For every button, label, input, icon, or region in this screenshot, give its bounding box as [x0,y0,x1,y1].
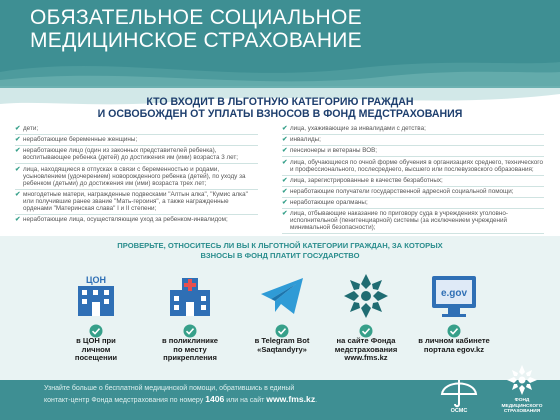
list-item [15,147,258,164]
list-item-text: многодетные матери, награжденные подвесками "Алтын алка", "Кумис алка" или получившие ранее звание "Мать-героиня", а также награжденные орденами "Материнская слава" I и II степени; [23,190,248,212]
list-item-text: неработающие получатели государственной адресной социальной помощи; [290,187,514,195]
benefit-list-left [15,125,258,226]
label-line: на сайте Фонда [336,336,396,345]
channel-fund-site-label [322,337,410,363]
clinic-icon [166,272,214,320]
list-item [282,147,544,157]
label-line: медстрахования [334,344,398,354]
section-heading [60,97,500,120]
header [0,0,560,90]
list-item-text: лица, зарегистрированные в качестве безработных; [290,176,443,184]
list-item [282,188,544,198]
section-heading-line-2: И ОСВОБОЖДЕН ОТ УПЛАТЫ ВЗНОСОВ В ФОНД МЕДСТРАХОВАНИЯ [97,107,463,120]
footer-line-2 [44,394,374,406]
list-item-text: неработающее лицо (один из законных представителей ребенка), воспитывающее ребенка (детей) до достижения им (ими) возраста 3 лет; [23,147,239,162]
egov-icon-text: e.gov [440,288,468,299]
egov-icon [430,272,478,320]
fund-emblem-icon [494,363,550,397]
list-item-text: лица, отбывающие наказание по приговору суда в учреждениях уголовно-исполнительной (пенитенциарной) системы (за исключением учреждений минимальной безопасности); [290,210,508,232]
footer-line-1: Узнайте больше о бесплатной медицинской помощи, обратившись в единый [44,385,295,392]
checkmark-icon: ✔ [282,176,288,184]
band-title-line-1: ПРОВЕРЬТЕ, ОТНОСИТЕСЬ ЛИ ВЫ К ЛЬГОТНОЙ КАТЕГОРИИ ГРАЖДАН, ЗА КОТОРЫХ [117,241,443,250]
osms-logo-text: ОСМС [450,408,468,414]
label-line: в Telegram Bot [254,336,310,345]
page-title [30,6,362,52]
list-item [282,210,544,234]
channel-egov-label [410,337,498,354]
list-item [15,166,258,190]
list-item-text: неработающие беременные женщины; [23,136,138,144]
logo-text-line: ФОНД [514,398,530,403]
umbrella-logo-icon [438,372,480,408]
list-item [282,177,544,187]
list-item [282,136,544,146]
logo-text-line: СТРАХОВАНИЯ [503,409,541,415]
footer-text-part: контакт-центр Фонда медстрахования по номеру [44,397,206,404]
list-item-text: лица, ухаживающие за инвалидами с детства; [290,125,426,132]
section-heading-line-1: КТО ВХОДИТ В ЛЬГОТНУЮ КАТЕГОРИЮ ГРАЖДАН [146,96,414,108]
list-item [15,125,258,135]
list-item-text: неработающие оралманы; [290,199,368,207]
label-line: личном [81,344,111,354]
channel-con-label [52,337,140,363]
con-icon-text: ЦОН [85,275,107,285]
list-item-text: лица, обучающиеся по очной форме обучения в организациях среднего, технического и профессионального, послесреднего, высшего или послевузовского образования; [290,158,543,173]
footer-text-part: . [315,397,318,404]
label-line: «Saqtandyry» [257,344,307,354]
checkmark-icon: ✔ [15,125,21,132]
telegram-icon [258,272,306,320]
checkmark-icon: ✔ [15,165,21,173]
band-title [30,241,530,261]
building-con-icon [72,272,120,320]
benefit-list-right [282,125,544,246]
checkmark-icon: ✔ [282,187,288,195]
contact-phone: 1406 [205,394,225,404]
label-line: портала egov.kz [423,344,485,354]
label-line: в ЦОН при [76,336,116,345]
list-item [282,125,544,135]
label-line: в личном кабинете [418,336,490,345]
label-line: прикрепления [163,353,217,363]
checkmark-icon: ✔ [15,147,21,155]
footer-text-part: или на сайт [224,397,267,404]
label-line: www.fms.kz [344,353,388,363]
checkmark-icon: ✔ [282,125,288,132]
checkmark-icon: ✔ [282,136,288,144]
checkmark-icon: ✔ [15,190,21,198]
checkmark-icon: ✔ [282,158,288,166]
fund-website-link[interactable]: www.fms.kz [266,394,316,404]
osms-logo [438,372,480,418]
logo-text-line: МЕДИЦИНСКОГО [501,403,543,409]
page-title-line-1: ОБЯЗАТЕЛЬНОЕ СОЦИАЛЬНОЕ [30,6,362,29]
list-item-text: неработающие лица, осуществляющие уход за ребенком-инвалидом; [23,215,228,223]
list-item [15,136,258,146]
list-item-text: дети; [23,125,39,132]
label-line: посещении [74,353,118,363]
page-title-line-2: МЕДИЦИНСКОЕ СТРАХОВАНИЕ [30,29,362,52]
channel-telegram-label [238,337,326,354]
checkmark-icon: ✔ [282,210,288,218]
fund-logo-icon [342,272,390,320]
band-title-line-2: ВЗНОСЫ В ФОНД ПЛАТИТ ГОСУДАРСТВО [200,251,360,260]
label-line: в поликлинике [162,336,218,345]
list-item-text: лица, находящиеся в отпусках в связи с беременностью и родами, усыновлением (удочерением) новорожденного ребенка (детей), по уходу за ребенком (детьми) до достижения им (ими) возраста трех лет; [23,165,246,187]
checkmark-icon: ✔ [282,199,288,207]
label-line: по месту [173,344,207,354]
checkmark-icon: ✔ [282,147,288,155]
checkmark-icon: ✔ [15,215,21,223]
list-item [15,191,258,215]
fund-logo-text [494,398,550,415]
list-item [282,159,544,176]
channel-clinic-label [146,337,234,363]
list-item [15,216,258,225]
list-item-text: инвалиды; [290,136,321,144]
footer-text [44,384,374,406]
list-item-text: пенсионеры и ветераны ВОВ; [290,147,378,155]
checkmark-icon: ✔ [15,136,21,144]
list-item [282,199,544,209]
fund-logo [494,363,550,419]
